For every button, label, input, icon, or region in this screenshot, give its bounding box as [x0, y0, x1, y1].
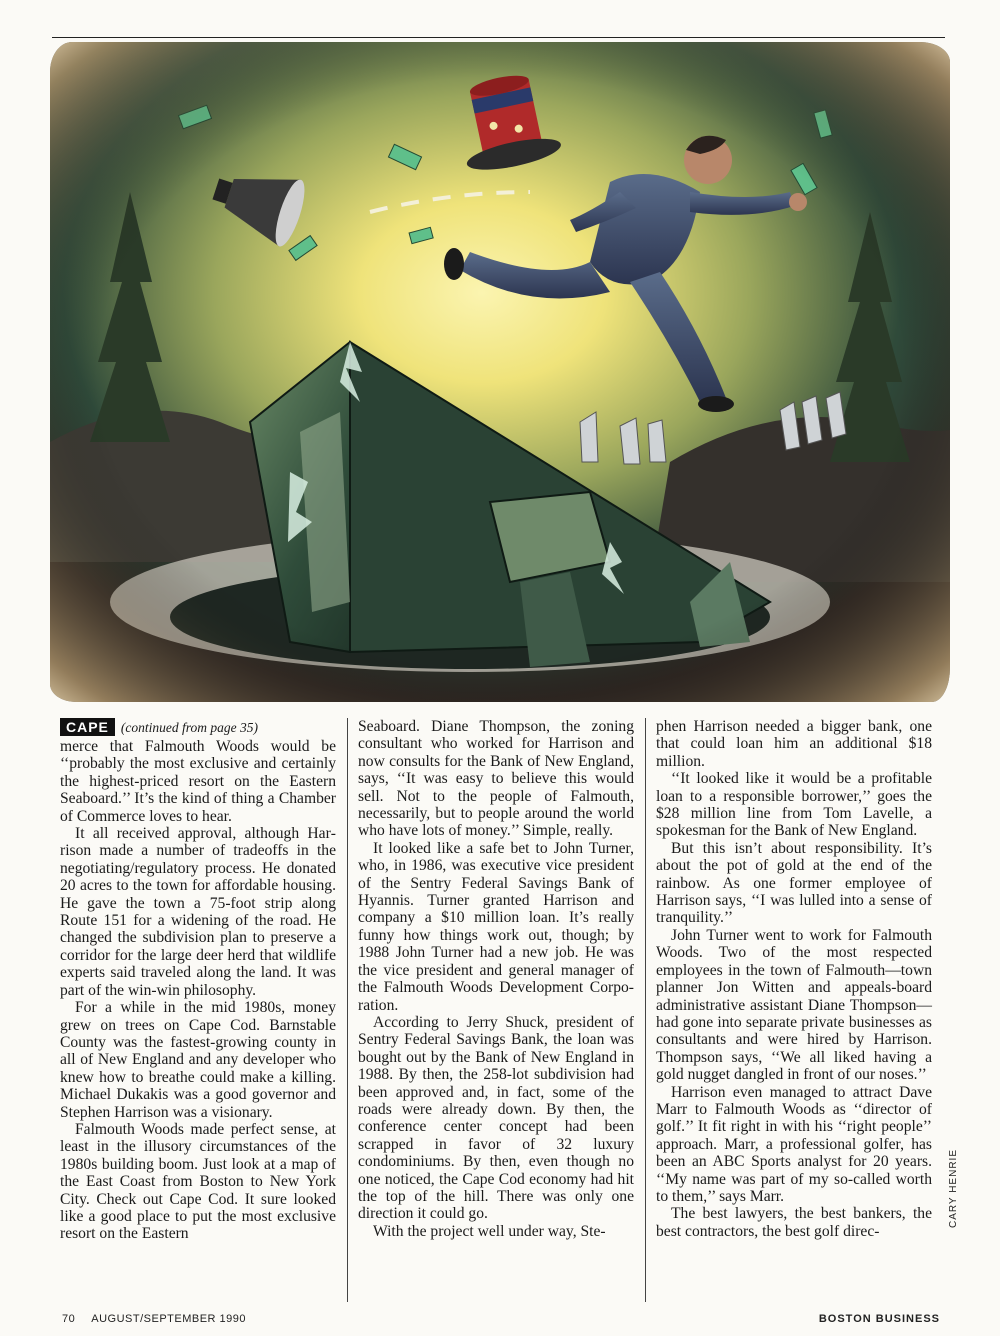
paragraph: According to Jerry Shuck, president of Sentry Federal Savings Bank, the loan was bought out by the Bank of New England in 1988. By then, the 258-lot subdivision had been approved and, in fact, some of the roads were already down. By then, the conference center concept had been scrapped in favor of 32 luxury condominiums. By then, even though no one noticed, the Cape Cod economy had hit the top of the hill. There was only one direction it could go.	[358, 1013, 634, 1223]
kicker	[60, 718, 336, 737]
page-number: 70	[62, 1313, 76, 1325]
illustration	[50, 42, 950, 702]
column-divider	[347, 718, 348, 1302]
paragraph: With the project well under way, Ste-	[373, 1222, 606, 1240]
paragraph: Falmouth Woods made perfect sense, at least in the illusory circumstances of the 1980s building boom. Just look at a map of the East Coast from Boston to New York City. Check out Cape Cod. It sure looked like a good place to put the most exclusive resort on the Eastern	[60, 1120, 336, 1243]
column-3	[656, 718, 932, 1240]
publication-name: BOSTON BUSINESS	[818, 1313, 940, 1325]
paragraph: But this isn’t about responsibility. It’s about the pot of gold at the end of the rainbow. As one former employee of Harrison says, ‘‘I was lulled into a sense of tranquility.’’	[656, 839, 932, 927]
top-rule	[52, 37, 945, 38]
illustration-credit: CARY HENRIE	[948, 1149, 959, 1228]
column-2	[358, 718, 634, 1240]
paragraph: It all received approval, although Harrison made a number of tradeoffs in the negotiating/regulatory process. He donated 20 acres to the town for affordable housing. He gave the town a 75-foot strip along Route 151 for a widening of the road. He changed the subdivision plan to preserve a corridor for the large deer herd that wildlife experts said traveled along the land. It was part of the win-win philosophy.	[60, 825, 336, 999]
paragraph: The best lawyers, the best bankers, the best contractors, the best golf direc-	[656, 1205, 932, 1240]
paragraph: Seaboard. Diane Thompson, the zoning consultant who worked for Harrison and now consults for the Bank of New England, says, ‘‘It was easy to believe this would sell. Not to the people of Falmouth, necessarily, but to people around the world who have lots of money.’’ Simple, really.	[358, 718, 634, 840]
illustration-art	[50, 42, 950, 702]
column-1	[60, 718, 336, 1243]
paragraph: merce that Falmouth Woods would be ‘‘probably the most exclusive and certainly the highest-priced resort on the Eastern Seaboard.’’ It’s the kind of thing a Chamber of Commerce loves to hear.	[60, 738, 336, 825]
continued-note: (continued from page 35)	[120, 720, 259, 735]
paragraph: For a while in the mid 1980s, money grew on trees on Cape Cod. Barnstable County was the fastest-growing county in all of New England and any developer who knew how to breathe could make a killing. Michael Dukakis was a good governor and Stephen Harrison was a visionary.	[60, 999, 336, 1121]
paragraph: Harrison even managed to attract Dave Marr to Falmouth Woods as ‘‘director of golf.’’ It fit right in with his ‘‘right people’’ approach. Marr, a professional golfer, has been an ABC Sports analyst for 20 years. ‘‘My name was part of my so-called worth to them,’’ says Marr.	[656, 1083, 932, 1205]
page-footer-left	[62, 1313, 246, 1325]
paragraph: It looked like a safe bet to John Turner, who, in 1986, was executive vice president of the Sentry Federal Savings Bank of Hyannis. Turner granted Harrison and company a $10 million loan. It’s really funny how things work out, though; by 1988 John Turner had a new job. He was the vice president and general manager of the Falmouth Woods Development Corporation.	[358, 839, 634, 1014]
column-divider	[645, 718, 646, 1302]
issue-date: AUGUST/SEPTEMBER 1990	[91, 1313, 247, 1325]
section-kicker: CAPE	[60, 718, 115, 736]
paragraph: John Turner went to work for Falmouth Woods. Two of the most respected employees in the town of Falmouth—town planner Jon Witten and appeals-board administrative assistant Diane Thompson—had gone into separate private businesses as consultants and were hired by Harrison. Thompson says, ‘‘We all liked having a gold nugget dangled in front of our noses.’’	[656, 926, 932, 1084]
paragraph: ‘‘It looked like it would be a profitable loan to a responsible borrower,’’ goes the $28 million line from Tom Lavelle, a spokesman for the Bank of New England.	[656, 770, 932, 840]
paragraph: phen Harrison needed a bigger bank, one that could loan him an additional $18 million.	[656, 718, 932, 770]
